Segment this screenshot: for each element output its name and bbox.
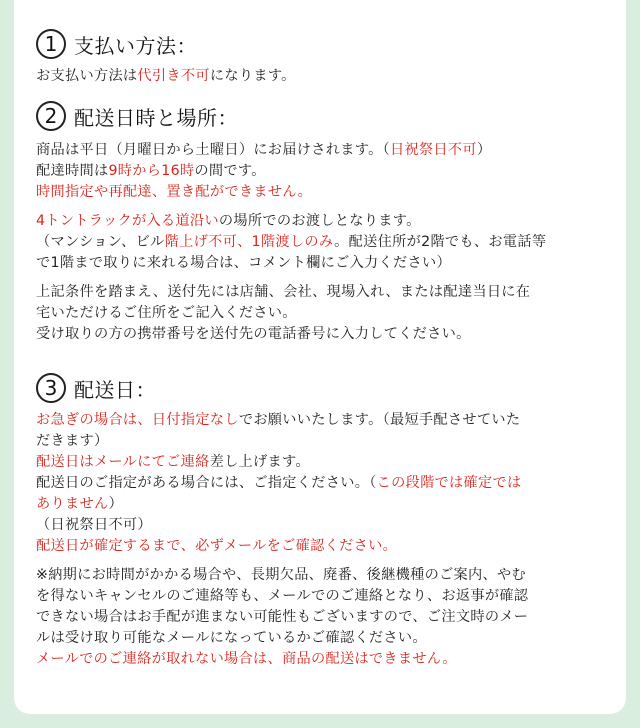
note-line: できない場合はお手配が進まない可能性もございますので、ご注文時のメー [36, 609, 529, 625]
highlight-text: 配送日はメールにてご連絡 [36, 454, 210, 470]
text: ） [108, 496, 123, 512]
text-line [36, 66, 612, 87]
section-delivery-date [36, 370, 612, 670]
text-line: 宅いただけるご住所をご記入ください。 [36, 305, 297, 321]
text-line: 上記条件を踏まえ、送付先には店舗、会社、現場入れ、または配達当日に在 [36, 284, 531, 300]
text-line [36, 161, 612, 182]
text-line [36, 452, 612, 473]
highlight-text: 代引き不可 [137, 68, 210, 84]
note-line: ※納期にお時間がかかる場合や、長期欠品、廃番、後継機種のご案内、やむ [36, 567, 526, 583]
note-line: ルは受け取り可能なメールになっているかご確認ください。 [36, 630, 427, 646]
text-line [36, 494, 612, 515]
text: 商品は平日（月曜日から土曜日）にお届けされます。（ [36, 142, 390, 158]
highlight-text: 階上げ不可、1階渡しのみ [164, 234, 335, 250]
highlight-text: ありません [36, 496, 109, 512]
text: 。配送住所が2階でも、お電話等 [334, 234, 547, 250]
section-number: 1 [36, 29, 66, 59]
highlight-text: 日祝祭日不可 [389, 142, 477, 158]
text-line: 受け取りの方の携帯番号を送付先の電話番号に入力してください。 [36, 326, 471, 342]
warning-line: メールでのご連絡が取れない場合は、商品の配送はできません。 [36, 651, 457, 667]
section-delivery-time-place [36, 98, 612, 345]
note-line: を得ないキャンセルのご連絡等も、メールでのご連絡となり、お返事が確認 [36, 588, 529, 604]
highlight-text: 9時から16時 [108, 163, 195, 179]
text-line: （日祝祭日不可） [36, 517, 152, 533]
section-heading [36, 370, 612, 406]
text-line [36, 140, 612, 161]
text: でお願いいたします。（最短手配させていた [238, 412, 521, 428]
text: （マンション、ビル [36, 234, 165, 250]
text: になります。 [209, 68, 296, 84]
text-line: で1階まで取りに来れる場合は、コメント欄にご入力ください） [36, 255, 451, 271]
section-number: 2 [36, 101, 66, 131]
section-heading [36, 26, 612, 62]
warning-line: 時間指定や再配達、置き配ができません。 [36, 184, 313, 200]
highlight-text: お急ぎの場合は、日付指定なし [36, 412, 239, 428]
text: お支払い方法は [36, 68, 138, 84]
text: 差し上げます。 [209, 454, 310, 470]
content-card [14, 0, 626, 714]
text: 配達時間は [36, 163, 109, 179]
text-line [36, 232, 612, 253]
text-line [36, 211, 612, 232]
text: の間です。 [194, 163, 266, 179]
text: の場所でのお渡しとなります。 [218, 213, 421, 229]
text-line [36, 410, 612, 431]
text-line [36, 473, 612, 494]
text-line: だきます） [36, 433, 109, 449]
highlight-text: この段階では確定では [376, 475, 522, 491]
section-heading [36, 98, 612, 134]
text: 配送日のご指定がある場合には、ご指定ください。（ [36, 475, 377, 491]
text: ） [476, 142, 492, 158]
section-title: 支払い方法： [74, 33, 197, 58]
warning-line: 配送日が確定するまで、必ずメールをご確認ください。 [36, 538, 398, 554]
section-title: 配送日時と場所： [74, 105, 238, 130]
section-title: 配送日： [74, 377, 156, 402]
section-payment [36, 26, 612, 87]
section-number: 3 [36, 373, 66, 403]
highlight-text: 4トントラックが入る道沿い [36, 213, 219, 229]
